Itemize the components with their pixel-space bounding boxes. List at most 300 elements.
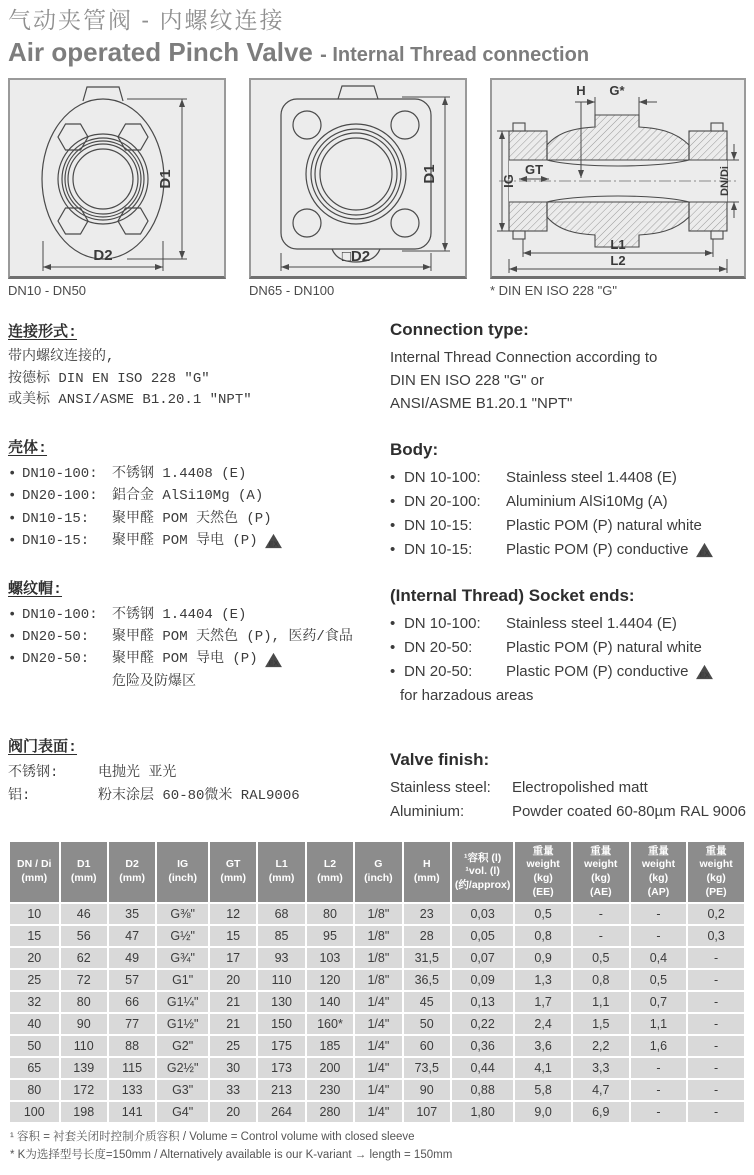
section-items bbox=[390, 776, 746, 824]
section-items bbox=[8, 604, 382, 694]
bullet-icon: • bbox=[389, 492, 396, 510]
table-cell: 139 bbox=[61, 1058, 107, 1078]
section-connection-en bbox=[390, 320, 746, 416]
spec-item bbox=[390, 490, 746, 514]
spec-item-code: 不锈钢: bbox=[8, 765, 59, 782]
spec-item bbox=[8, 530, 382, 552]
table-cell: 4,7 bbox=[573, 1080, 629, 1100]
table-cell: 95 bbox=[307, 926, 353, 946]
dim-label-ig: IG bbox=[501, 174, 516, 188]
dim-label-d1: D1 bbox=[157, 169, 174, 189]
spec-item-text: Electropolished matt bbox=[511, 778, 648, 796]
spec-column-chinese bbox=[8, 312, 382, 824]
table-cell: 62 bbox=[61, 948, 107, 968]
bullet-icon: • bbox=[389, 614, 396, 632]
table-cell: 0,5 bbox=[515, 904, 571, 924]
spec-item bbox=[390, 466, 746, 490]
table-row bbox=[10, 1014, 744, 1034]
spec-item-text: Plastic POM (P) conductive bbox=[505, 540, 689, 558]
table-cell: 1/4" bbox=[355, 1036, 401, 1056]
dim-label-g: G* bbox=[609, 82, 625, 98]
table-cell: 32 bbox=[10, 992, 59, 1012]
spec-item-text: 聚甲醛 POM 导电 (P) bbox=[112, 651, 258, 668]
spec-table-header-row bbox=[10, 842, 744, 903]
spec-item-code: DN10-100: bbox=[22, 466, 98, 482]
table-cell: - bbox=[688, 1102, 744, 1122]
oval-flange-drawing bbox=[11, 81, 223, 275]
bullet-icon: • bbox=[8, 466, 17, 482]
table-cell: 56 bbox=[61, 926, 107, 946]
table-cell: 0,05 bbox=[452, 926, 513, 946]
spec-columns bbox=[8, 312, 746, 824]
table-cell: 23 bbox=[404, 904, 450, 924]
table-cell: 1/4" bbox=[355, 1014, 401, 1034]
column-header: IG (inch) bbox=[157, 842, 208, 903]
table-cell: 21 bbox=[210, 1014, 256, 1034]
table-cell: 0,3 bbox=[688, 926, 744, 946]
table-cell: 213 bbox=[258, 1080, 304, 1100]
table-cell: 45 bbox=[404, 992, 450, 1012]
section-body-zh bbox=[8, 436, 382, 553]
table-cell: 100 bbox=[10, 1102, 59, 1122]
table-cell: 110 bbox=[61, 1036, 107, 1056]
table-cell: G2½" bbox=[157, 1058, 208, 1078]
table-cell: - bbox=[573, 904, 629, 924]
drawing-panel-section-view bbox=[490, 78, 746, 298]
table-cell: 15 bbox=[210, 926, 256, 946]
ex-hazard-icon bbox=[264, 652, 283, 668]
table-cell: 20 bbox=[210, 970, 256, 990]
table-cell: 0,09 bbox=[452, 970, 513, 990]
spec-line: ANSI/ASME B1.20.1 "NPT" bbox=[389, 395, 573, 413]
table-cell: 230 bbox=[307, 1080, 353, 1100]
spec-line: 按德标 DIN EN ISO 228 "G" bbox=[8, 370, 210, 387]
section-lines bbox=[8, 347, 382, 412]
drawing-caption: DN65 - DN100 bbox=[249, 282, 335, 298]
table-cell: 264 bbox=[258, 1102, 304, 1122]
table-cell: 200 bbox=[307, 1058, 353, 1078]
section-heading: 连接形式: bbox=[8, 323, 78, 341]
spec-item bbox=[390, 612, 746, 636]
table-row bbox=[10, 948, 744, 968]
table-cell: 6,9 bbox=[573, 1102, 629, 1122]
table-cell: 68 bbox=[258, 904, 304, 924]
table-cell: 0,8 bbox=[515, 926, 571, 946]
table-cell: 1,5 bbox=[573, 1014, 629, 1034]
square-flange-drawing bbox=[252, 81, 464, 275]
table-cell: 1,80 bbox=[452, 1102, 513, 1122]
table-cell: 10 bbox=[10, 904, 59, 924]
table-cell: 115 bbox=[109, 1058, 155, 1078]
table-cell: 1,3 bbox=[515, 970, 571, 990]
spec-item bbox=[8, 785, 382, 807]
spec-item bbox=[390, 636, 746, 660]
bullet-icon: • bbox=[8, 606, 17, 623]
table-cell: G1" bbox=[157, 970, 208, 990]
page-title-english-sub: - Internal Thread connection bbox=[320, 43, 590, 66]
drawing-panel-oval-flange bbox=[8, 78, 226, 298]
dim-label-gt: GT bbox=[524, 161, 544, 177]
section-heading: 螺纹帽: bbox=[8, 580, 63, 598]
table-cell: - bbox=[631, 926, 687, 946]
spec-line: 或美标 ANSI/ASME B1.20.1 "NPT" bbox=[8, 392, 252, 409]
table-cell: 0,8 bbox=[573, 970, 629, 990]
table-cell: - bbox=[631, 1080, 687, 1100]
table-cell: 1,1 bbox=[631, 1014, 687, 1034]
table-cell: 17 bbox=[210, 948, 256, 968]
table-row bbox=[10, 1080, 744, 1100]
table-cell: 47 bbox=[109, 926, 155, 946]
spec-item-text: Stainless steel 1.4408 (E) bbox=[505, 468, 677, 486]
section-items bbox=[390, 612, 746, 708]
spec-item-text: 鋁合金 AlSi10Mg (A) bbox=[112, 488, 264, 505]
table-cell: 0,36 bbox=[452, 1036, 513, 1056]
spec-column-english bbox=[382, 312, 746, 824]
spec-table-body bbox=[10, 904, 744, 1122]
column-header: 重量 weight (kg) (AP) bbox=[631, 842, 687, 903]
table-cell: 0,2 bbox=[688, 904, 744, 924]
table-cell: 1,7 bbox=[515, 992, 571, 1012]
svg-text:EX: EX bbox=[698, 548, 710, 558]
column-header: L2 (mm) bbox=[307, 842, 353, 903]
table-cell: G1¼" bbox=[157, 992, 208, 1012]
column-header: GT (mm) bbox=[210, 842, 256, 903]
bullet-icon: • bbox=[389, 638, 396, 656]
table-cell: G2" bbox=[157, 1036, 208, 1056]
spec-item bbox=[8, 485, 382, 507]
table-cell: 57 bbox=[109, 970, 155, 990]
svg-text:EX: EX bbox=[698, 670, 710, 680]
section-items bbox=[390, 466, 746, 562]
spec-item-code: DN10-15: bbox=[22, 510, 90, 527]
section-heading: 阀门表面: bbox=[8, 739, 78, 757]
table-cell: 1,1 bbox=[573, 992, 629, 1012]
spec-item-note: for harzadous areas bbox=[399, 686, 534, 704]
table-cell: G⅜" bbox=[157, 904, 208, 924]
ex-hazard-icon bbox=[695, 542, 714, 558]
table-cell: 130 bbox=[258, 992, 304, 1012]
table-cell: 85 bbox=[258, 926, 304, 946]
table-cell: 66 bbox=[109, 992, 155, 1012]
table-cell: 72 bbox=[61, 970, 107, 990]
spec-item bbox=[390, 538, 746, 562]
spec-item bbox=[8, 648, 382, 670]
table-cell: - bbox=[688, 1036, 744, 1056]
table-cell: 173 bbox=[258, 1058, 304, 1078]
spec-item-code: DN 10-15: bbox=[403, 516, 473, 534]
spec-item-code: DN 10-15: bbox=[403, 540, 473, 558]
section-connection-zh bbox=[8, 320, 382, 412]
section-items bbox=[8, 762, 382, 807]
spec-item bbox=[390, 776, 746, 800]
table-cell: 0,13 bbox=[452, 992, 513, 1012]
table-cell: 80 bbox=[10, 1080, 59, 1100]
spec-item-code: DN20-50: bbox=[22, 651, 90, 668]
spec-item bbox=[8, 604, 382, 626]
table-cell: 140 bbox=[307, 992, 353, 1012]
table-cell: 185 bbox=[307, 1036, 353, 1056]
table-cell: 35 bbox=[109, 904, 155, 924]
column-header: D2 (mm) bbox=[109, 842, 155, 903]
spec-item-code: DN 10-100: bbox=[403, 468, 481, 486]
table-cell: 175 bbox=[258, 1036, 304, 1056]
table-cell: 77 bbox=[109, 1014, 155, 1034]
section-heading: 壳体: bbox=[8, 440, 48, 457]
table-cell: 0,7 bbox=[631, 992, 687, 1012]
page-title-chinese: 气动夹管阀 - 内螺纹连接 bbox=[8, 7, 285, 33]
spec-item bbox=[390, 660, 746, 684]
drawing-frame bbox=[249, 78, 467, 279]
table-cell: 20 bbox=[10, 948, 59, 968]
table-cell: 3,6 bbox=[515, 1036, 571, 1056]
spec-item-text: 聚甲醛 POM 天然色 (P), 医药/食品 bbox=[112, 628, 353, 645]
spec-item-text: Aluminium AlSi10Mg (A) bbox=[505, 492, 668, 510]
bullet-icon: • bbox=[8, 510, 17, 527]
table-cell: - bbox=[631, 904, 687, 924]
section-heading: Body: bbox=[389, 439, 439, 459]
table-cell: G¾" bbox=[157, 948, 208, 968]
ex-hazard-icon bbox=[695, 664, 714, 680]
bullet-icon: • bbox=[389, 662, 396, 680]
spec-item-code: DN 20-50: bbox=[403, 662, 473, 680]
section-finish-zh bbox=[8, 735, 382, 807]
footnote-k-variant: * K为选择型号长度=150mm / Alternatively available is our K-variant → length = 150mm bbox=[10, 1149, 453, 1162]
table-cell: 90 bbox=[404, 1080, 450, 1100]
section-finish-en bbox=[390, 750, 746, 824]
bullet-icon: • bbox=[8, 628, 17, 645]
table-cell: 15 bbox=[10, 926, 59, 946]
table-cell: 28 bbox=[404, 926, 450, 946]
table-cell: 107 bbox=[404, 1102, 450, 1122]
table-cell: G½" bbox=[157, 926, 208, 946]
table-cell: 25 bbox=[210, 1036, 256, 1056]
spec-item-code: DN 20-50: bbox=[403, 638, 473, 656]
table-cell: 0,07 bbox=[452, 948, 513, 968]
table-cell: 141 bbox=[109, 1102, 155, 1122]
table-cell: 0,22 bbox=[452, 1014, 513, 1034]
table-cell: 1/4" bbox=[355, 1058, 401, 1078]
section-socket-zh bbox=[8, 577, 382, 694]
table-cell: 40 bbox=[10, 1014, 59, 1034]
table-cell: 50 bbox=[10, 1036, 59, 1056]
column-header: 重量 weight (kg) (EE) bbox=[515, 842, 571, 903]
footnotes bbox=[8, 1129, 746, 1165]
page-header bbox=[8, 6, 746, 68]
table-cell: G1½" bbox=[157, 1014, 208, 1034]
spec-item-text: Stainless steel 1.4404 (E) bbox=[505, 614, 677, 632]
spec-item-text: 聚甲醛 POM 天然色 (P) bbox=[112, 510, 272, 527]
table-cell: 4,1 bbox=[515, 1058, 571, 1078]
spec-item bbox=[8, 508, 382, 530]
table-cell: 1/4" bbox=[355, 1080, 401, 1100]
spec-item bbox=[8, 762, 382, 784]
table-cell: 160* bbox=[307, 1014, 353, 1034]
table-cell: 1,6 bbox=[631, 1036, 687, 1056]
table-cell: 0,03 bbox=[452, 904, 513, 924]
table-cell: - bbox=[688, 970, 744, 990]
table-cell: - bbox=[631, 1102, 687, 1122]
column-header: D1 (mm) bbox=[61, 842, 107, 903]
table-cell: 3,3 bbox=[573, 1058, 629, 1078]
dimension-table bbox=[8, 840, 746, 1125]
spec-item-code: Stainless steel: bbox=[389, 778, 491, 796]
spec-item-code: DN 20-100: bbox=[403, 492, 481, 510]
dim-label-l2: L2 bbox=[610, 252, 626, 268]
footnote-volume: ¹ 容积 = 衬套关闭时控制介质容积 / Volume = Control volume with closed sleeve bbox=[10, 1131, 415, 1144]
table-cell: 21 bbox=[210, 992, 256, 1012]
table-cell: 80 bbox=[61, 992, 107, 1012]
table-cell: 0,88 bbox=[452, 1080, 513, 1100]
table-cell: - bbox=[688, 1080, 744, 1100]
spec-item bbox=[8, 626, 382, 648]
table-cell: 1/8" bbox=[355, 926, 401, 946]
table-cell: 50 bbox=[404, 1014, 450, 1034]
spec-item-note: 危险及防爆区 bbox=[112, 673, 196, 690]
table-cell: 103 bbox=[307, 948, 353, 968]
spec-item bbox=[8, 463, 382, 485]
table-row bbox=[10, 970, 744, 990]
table-cell: 120 bbox=[307, 970, 353, 990]
column-header: H (mm) bbox=[404, 842, 450, 903]
drawing-caption: DN10 - DN50 bbox=[8, 282, 87, 298]
table-cell: 49 bbox=[109, 948, 155, 968]
page-title-english bbox=[8, 37, 746, 68]
spec-item-code: DN10-15: bbox=[22, 533, 90, 550]
section-heading: Valve finish: bbox=[389, 749, 490, 769]
drawing-panel-square-flange bbox=[249, 78, 467, 298]
spec-item-code: DN20-100: bbox=[22, 488, 98, 505]
table-cell: 150 bbox=[258, 1014, 304, 1034]
section-socket-en bbox=[390, 586, 746, 708]
table-cell: 110 bbox=[258, 970, 304, 990]
table-cell: - bbox=[688, 948, 744, 968]
table-cell: G3" bbox=[157, 1080, 208, 1100]
table-cell: 0,9 bbox=[515, 948, 571, 968]
svg-text:EX: EX bbox=[268, 658, 279, 668]
dim-label-h: H bbox=[576, 82, 586, 98]
table-cell: 60 bbox=[404, 1036, 450, 1056]
bullet-icon: • bbox=[8, 533, 17, 550]
dim-label-d2: □D2 bbox=[341, 247, 371, 265]
technical-drawings-row bbox=[8, 78, 746, 298]
table-cell: 25 bbox=[10, 970, 59, 990]
section-lines bbox=[390, 346, 746, 416]
spec-item-text: Powder coated 60-80µm RAL 9006 bbox=[511, 802, 746, 820]
section-heading: Connection type: bbox=[389, 319, 529, 339]
table-cell: 12 bbox=[210, 904, 256, 924]
table-cell: 0,4 bbox=[631, 948, 687, 968]
spec-item-code: DN10-100: bbox=[22, 606, 98, 623]
table-cell: 46 bbox=[61, 904, 107, 924]
table-cell: 1/8" bbox=[355, 970, 401, 990]
svg-text:EX: EX bbox=[268, 539, 279, 549]
bullet-icon: • bbox=[389, 516, 396, 534]
table-cell: 80 bbox=[307, 904, 353, 924]
table-cell: 280 bbox=[307, 1102, 353, 1122]
table-row bbox=[10, 992, 744, 1012]
table-cell: 33 bbox=[210, 1080, 256, 1100]
table-cell: 5,8 bbox=[515, 1080, 571, 1100]
page-title-english-main: Air operated Pinch Valve bbox=[8, 36, 321, 67]
table-cell: 133 bbox=[109, 1080, 155, 1100]
bullet-icon: • bbox=[389, 540, 396, 558]
table-cell: - bbox=[631, 1058, 687, 1078]
section-items bbox=[8, 463, 382, 553]
spec-item-code: DN20-50: bbox=[22, 628, 90, 645]
table-cell: - bbox=[573, 926, 629, 946]
table-cell: 2,2 bbox=[573, 1036, 629, 1056]
dim-label-l1: L1 bbox=[610, 236, 626, 252]
table-cell: 172 bbox=[61, 1080, 107, 1100]
table-cell: 9,0 bbox=[515, 1102, 571, 1122]
table-cell: 30 bbox=[210, 1058, 256, 1078]
ex-hazard-icon bbox=[264, 533, 283, 549]
table-row bbox=[10, 904, 744, 924]
table-row bbox=[10, 1102, 744, 1122]
spec-item-text: Plastic POM (P) natural white bbox=[505, 638, 702, 656]
spec-item-text: Plastic POM (P) conductive bbox=[505, 662, 689, 680]
table-cell: - bbox=[688, 1058, 744, 1078]
spec-item-code: Aluminium: bbox=[389, 802, 465, 820]
table-cell: 2,4 bbox=[515, 1014, 571, 1034]
dim-label-d2: D2 bbox=[93, 246, 113, 264]
table-cell: 20 bbox=[210, 1102, 256, 1122]
spec-item-code: DN 10-100: bbox=[403, 614, 481, 632]
column-header: L1 (mm) bbox=[258, 842, 304, 903]
table-cell: G4" bbox=[157, 1102, 208, 1122]
table-cell: 1/8" bbox=[355, 948, 401, 968]
table-cell: 73,5 bbox=[404, 1058, 450, 1078]
table-cell: 0,5 bbox=[631, 970, 687, 990]
table-cell: 198 bbox=[61, 1102, 107, 1122]
bullet-icon: • bbox=[8, 651, 17, 668]
table-cell: 88 bbox=[109, 1036, 155, 1056]
spec-line: 带内螺纹连接的, bbox=[8, 348, 115, 365]
spec-item-text: Plastic POM (P) natural white bbox=[505, 516, 702, 534]
spec-item bbox=[390, 514, 746, 538]
spec-item-code: 铝: bbox=[8, 787, 31, 804]
dim-label-dndi: DN/Di bbox=[719, 165, 731, 196]
table-cell: - bbox=[688, 992, 744, 1012]
spec-line: DIN EN ISO 228 "G" or bbox=[389, 372, 544, 390]
dim-label-d1: D1 bbox=[421, 164, 438, 184]
table-cell: 65 bbox=[10, 1058, 59, 1078]
column-header: G (inch) bbox=[355, 842, 401, 903]
spec-item-text: 不锈钢 1.4404 (E) bbox=[112, 606, 247, 623]
spec-line: Internal Thread Connection according to bbox=[389, 348, 658, 366]
section-body-en bbox=[390, 440, 746, 562]
spec-item bbox=[390, 800, 746, 824]
table-row bbox=[10, 926, 744, 946]
table-cell: 90 bbox=[61, 1014, 107, 1034]
table-cell: 0,44 bbox=[452, 1058, 513, 1078]
bullet-icon: • bbox=[389, 468, 396, 486]
column-header: ¹容积 (l) ¹vol. (l) (约/approx) bbox=[452, 842, 513, 903]
spec-item-text: 电抛光 亚光 bbox=[98, 765, 177, 782]
drawing-frame bbox=[490, 78, 746, 279]
spec-item-text: 不锈钢 1.4408 (E) bbox=[112, 466, 247, 482]
table-cell: 1/8" bbox=[355, 904, 401, 924]
table-cell: 31,5 bbox=[404, 948, 450, 968]
column-header: 重量 weight (kg) (AE) bbox=[573, 842, 629, 903]
table-cell: - bbox=[688, 1014, 744, 1034]
table-cell: 93 bbox=[258, 948, 304, 968]
drawing-caption: * DIN EN ISO 228 "G" bbox=[490, 282, 617, 298]
spec-item-text: 粉末涂层 60-80微米 RAL9006 bbox=[98, 787, 300, 804]
spec-item-text: 聚甲醛 POM 导电 (P) bbox=[112, 533, 258, 550]
column-header: DN / Di (mm) bbox=[10, 842, 59, 903]
column-header: 重量 weight (kg) (PE) bbox=[688, 842, 744, 903]
